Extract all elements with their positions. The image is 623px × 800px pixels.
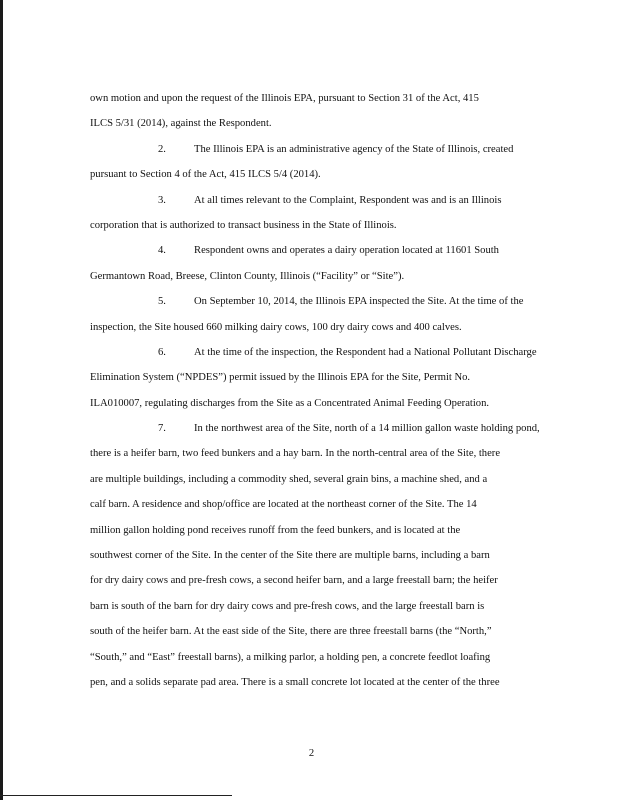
text-line [90,111,530,136]
text-line [90,670,530,695]
paragraph-first-line [90,238,530,263]
text-line [90,391,530,416]
paragraph-first-line [90,137,530,162]
line-text: Germantown Road, Breese, Clinton County, Illinois (“Facility” or “Site”). [90,270,405,282]
document-body [90,86,540,695]
line-text: southwest corner of the Site. In the center of the Site there are multiple barns, including a barn [90,550,490,562]
paragraph-number: 7. [158,423,166,435]
paragraph-first-line [90,188,530,213]
line-text: The Illinois EPA is an administrative agency of the State of Illinois, created [194,143,514,155]
line-text: inspection, the Site housed 660 milking dairy cows, 100 dry dairy cows and 400 calves. [90,321,462,333]
text-line [90,365,530,390]
text-line [90,619,530,644]
bottom-rule [0,795,232,796]
text-line [90,645,530,670]
paragraph-first-line [90,340,537,365]
line-text: Elimination System (“NPDES”) permit issued by the Illinois EPA for the Site, Permit No. [90,372,471,384]
paragraph-first-line [90,416,540,441]
text-line [90,467,530,492]
line-text: calf barn. A residence and shop/office are located at the northeast corner of the Site. The 14 [90,499,477,511]
text-line [90,543,530,568]
line-text: “South,” and “East” freestall barns), a milking parlor, a holding pen, a concrete feedlot loafing [90,651,491,663]
line-text: On September 10, 2014, the Illinois EPA inspected the Site. At the time of the [194,296,524,308]
page-number: 2 [308,748,315,759]
line-text: south of the heifer barn. At the east side of the Site, there are three freestall barns (the “North,” [90,626,492,638]
line-text: there is a heifer barn, two feed bunkers and a hay barn. In the north-central area of the Site, there [90,448,501,460]
line-text: Respondent owns and operates a dairy operation located at 11601 South [194,245,499,257]
line-text: At the time of the inspection, the Respondent had a National Pollutant Discharge [194,346,537,358]
text-line [90,315,530,340]
paragraph-number: 2. [158,143,166,155]
paragraph-first-line [90,289,530,314]
line-text: ILA010007, regulating discharges from the Site as a Concentrated Animal Feeding Operation. [90,397,490,409]
line-text: In the northwest area of the Site, north of a 14 million gallon waste holding pond, [194,423,540,435]
line-text: for dry dairy cows and pre-fresh cows, a second heifer barn, and a large freestall barn; the heifer [90,575,498,587]
line-text: At all times relevant to the Complaint, Respondent was and is an Illinois [194,194,502,206]
line-text: million gallon holding pond receives runoff from the feed bunkers, and is located at the [90,524,461,536]
text-line [90,518,530,543]
text-line [90,86,530,111]
paragraph-number: 4. [158,245,166,257]
page-left-border [0,0,3,800]
text-line [90,568,530,593]
text-line [90,264,530,289]
text-line [90,213,530,238]
text-line [90,492,530,517]
line-text: own motion and upon the request of the Illinois EPA, pursuant to Section 31 of the Act, 415 [90,93,479,104]
line-text: are multiple buildings, including a commodity shed, several grain bins, a machine shed, and a [90,473,488,485]
text-line [90,162,530,187]
line-text: pen, and a solids separate pad area. There is a small concrete lot located at the center of the three [90,676,500,688]
line-text: corporation that is authorized to transact business in the State of Illinois. [90,219,397,231]
paragraph-number: 6. [158,346,166,358]
paragraph-number: 5. [158,296,166,308]
text-line [90,594,530,619]
line-text: ILCS 5/31 (2014), against the Respondent. [90,118,272,130]
text-line [90,441,530,466]
line-text: pursuant to Section 4 of the Act, 415 ILCS 5/4 (2014). [90,169,321,181]
line-text: barn is south of the barn for dry dairy cows and pre-fresh cows, and the large freestall barn is [90,600,485,612]
paragraph-number: 3. [158,194,166,206]
